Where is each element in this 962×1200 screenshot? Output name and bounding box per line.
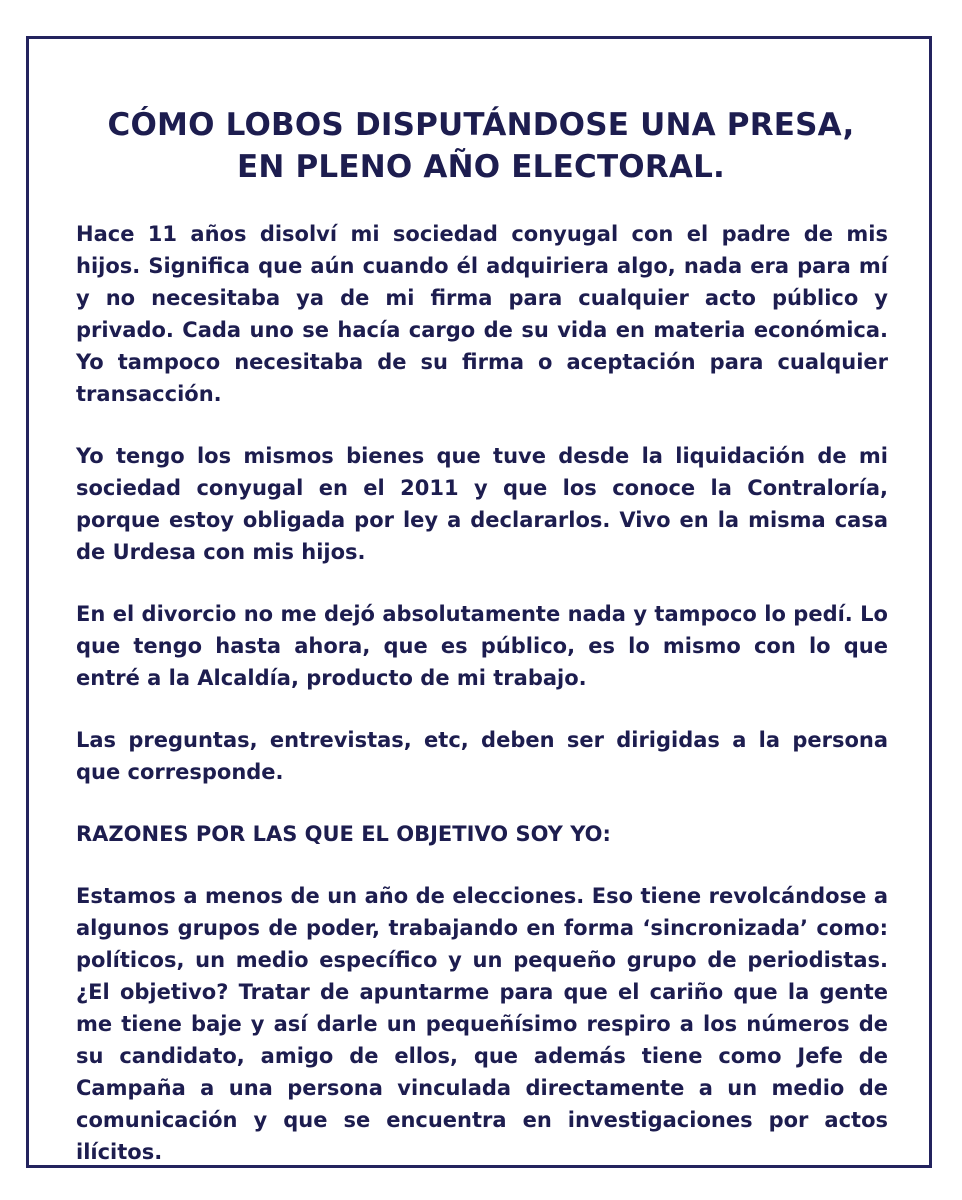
paragraph-2: Yo tengo los mismos bienes que tuve desde la liquidación de mi sociedad conyugal en el 2011 y que los conoce la Contraloría, porque estoy obligada por ley a declararlos. Vivo en la misma casa de Urdesa con mis hijos. <box>76 444 888 564</box>
paragraph-5: Estamos a menos de un año de elecciones. Eso tiene revolcándose a algunos grupos de poder, trabajando en forma ‘sincronizada’ como: políticos, un medio específico y un pequeño grupo de periodistas. ¿El objetivo? Tratar de apuntarme para que el cariño que la gente me tiene baje y así darle un pequeñísimo respiro a los números de su candidato, amigo de ellos, que además tiene como Jefe de Campaña a una persona vinculada directamente a un medio de comunicación y que se encuentra en investigaciones por actos ilícitos. <box>76 884 888 1164</box>
section-heading: RAZONES POR LAS QUE EL OBJETIVO SOY YO: <box>76 822 611 846</box>
paragraph-1: Hace 11 años disolví mi sociedad conyugal con el padre de mis hijos. Significa que aún cuando él adquiriera algo, nada era para mí y no necesitaba ya de mi firma para cualquier acto público y privado. Cada uno se hacía cargo de su vida en materia económica. Yo tampoco necesitaba de su firma o aceptación para cualquier transacción. <box>76 222 888 406</box>
title-line-1: CÓMO LOBOS DISPUTÁNDOSE UNA PRESA, <box>107 107 855 143</box>
title-line-2: EN PLENO AÑO ELECTORAL. <box>236 149 726 185</box>
paragraph-4: Las preguntas, entrevistas, etc, deben ser dirigidas a la persona que corresponde. <box>76 728 888 784</box>
document-body <box>76 218 888 1198</box>
document-title <box>0 104 962 188</box>
paragraph-3: En el divorcio no me dejó absolutamente nada y tampoco lo pedí. Lo que tengo hasta ahora, que es público, es lo mismo con lo que entré a la Alcaldía, producto de mi trabajo. <box>76 602 888 690</box>
